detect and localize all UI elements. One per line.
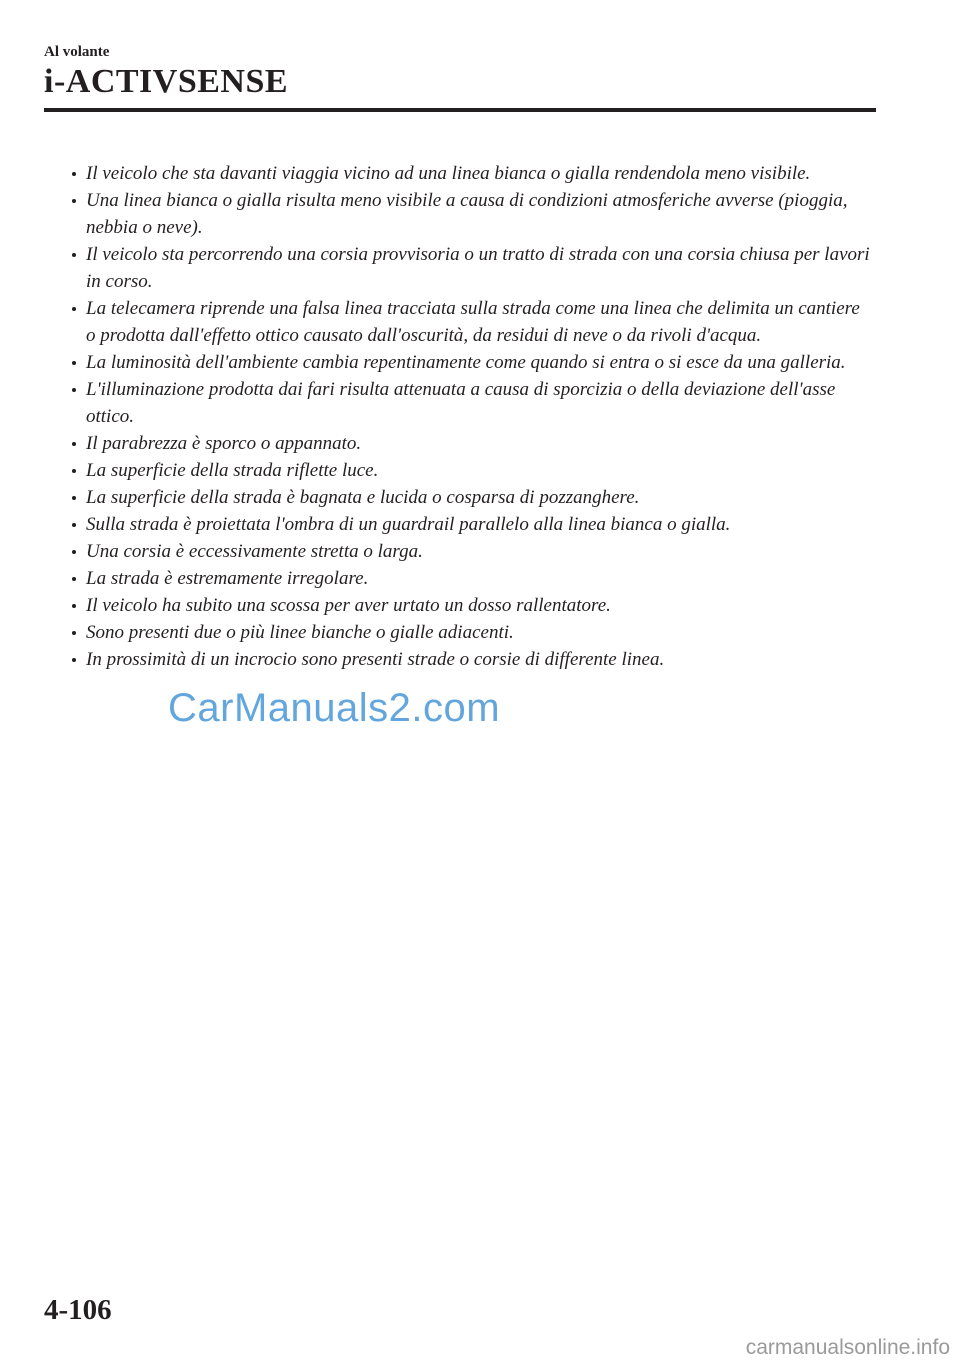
list-item [70, 511, 870, 538]
list-item-text: La superficie della strada è bagnata e lucida o cosparsa di pozzanghere. [86, 487, 640, 508]
bullet-icon [72, 388, 76, 392]
list-item [70, 457, 870, 484]
bullet-icon [72, 631, 76, 635]
bullet-icon [72, 550, 76, 554]
list-item-text: La superficie della strada riflette luce. [86, 460, 379, 481]
bullet-icon [72, 172, 76, 176]
list-item [70, 565, 870, 592]
bullet-icon [72, 307, 76, 311]
list-item-text: Una linea bianca o gialla risulta meno visibile a causa di condizioni atmosferiche avverse (pioggia, nebbia o neve). [86, 190, 848, 238]
bullet-icon [72, 361, 76, 365]
footer-site-text: carmanualsonline.info [745, 1336, 950, 1359]
list-item-text: In prossimità di un incrocio sono presenti strade o corsie di differente linea. [86, 649, 665, 670]
bullet-icon [72, 577, 76, 581]
list-item-text: La telecamera riprende una falsa linea tracciata sulla strada come una linea che delimita un cantiere o prodotta dall'effetto ottico causato dall'oscurità, da residui di neve o da rivoli d'acqua. [86, 298, 860, 346]
list-item-text: Sulla strada è proiettata l'ombra di un guardrail parallelo alla linea bianca o gialla. [86, 514, 731, 535]
list-item-text: Sono presenti due o più linee bianche o gialle adiacenti. [86, 622, 514, 643]
list-item [70, 484, 870, 511]
bullet-icon [72, 496, 76, 500]
list-item-text: Il parabrezza è sporco o appannato. [86, 433, 362, 454]
list-item [70, 376, 870, 430]
list-item-text: Una corsia è eccessivamente stretta o larga. [86, 541, 423, 562]
page-number: 4-106 [44, 1294, 112, 1326]
section-label: Al volante [44, 44, 110, 60]
watermark: CarManuals2.com [168, 686, 501, 730]
bullet-icon [72, 658, 76, 662]
bullet-icon [72, 442, 76, 446]
list-item-text: La luminosità dell'ambiente cambia repentinamente come quando si entra o si esce da una galleria. [86, 352, 846, 373]
list-item [70, 619, 870, 646]
list-item [70, 646, 870, 673]
list-item-text: Il veicolo che sta davanti viaggia vicino ad una linea bianca o gialla rendendola meno visibile. [86, 163, 811, 184]
list-item [70, 160, 870, 187]
bullet-icon [72, 199, 76, 203]
list-item [70, 295, 870, 349]
bullet-icon [72, 523, 76, 527]
chapter-title: i-ACTIVSENSE [44, 63, 289, 100]
list-item [70, 187, 870, 241]
bullet-icon [72, 604, 76, 608]
list-item [70, 430, 870, 457]
list-item [70, 349, 870, 376]
list-item [70, 538, 870, 565]
list-item [70, 241, 870, 295]
bullet-icon [72, 469, 76, 473]
list-item [70, 592, 870, 619]
condition-list [70, 160, 870, 673]
list-item-text: La strada è estremamente irregolare. [86, 568, 369, 589]
list-item-text: Il veicolo sta percorrendo una corsia provvisoria o un tratto di strada con una corsia chiusa per lavori in corso. [86, 244, 870, 292]
list-item-text: L'illuminazione prodotta dai fari risulta attenuata a causa di sporcizia o della deviazione dell'asse ottico. [86, 379, 836, 427]
list-item-text: Il veicolo ha subito una scossa per aver urtato un dosso rallentatore. [86, 595, 611, 616]
bullet-icon [72, 253, 76, 257]
header-divider [44, 108, 876, 112]
